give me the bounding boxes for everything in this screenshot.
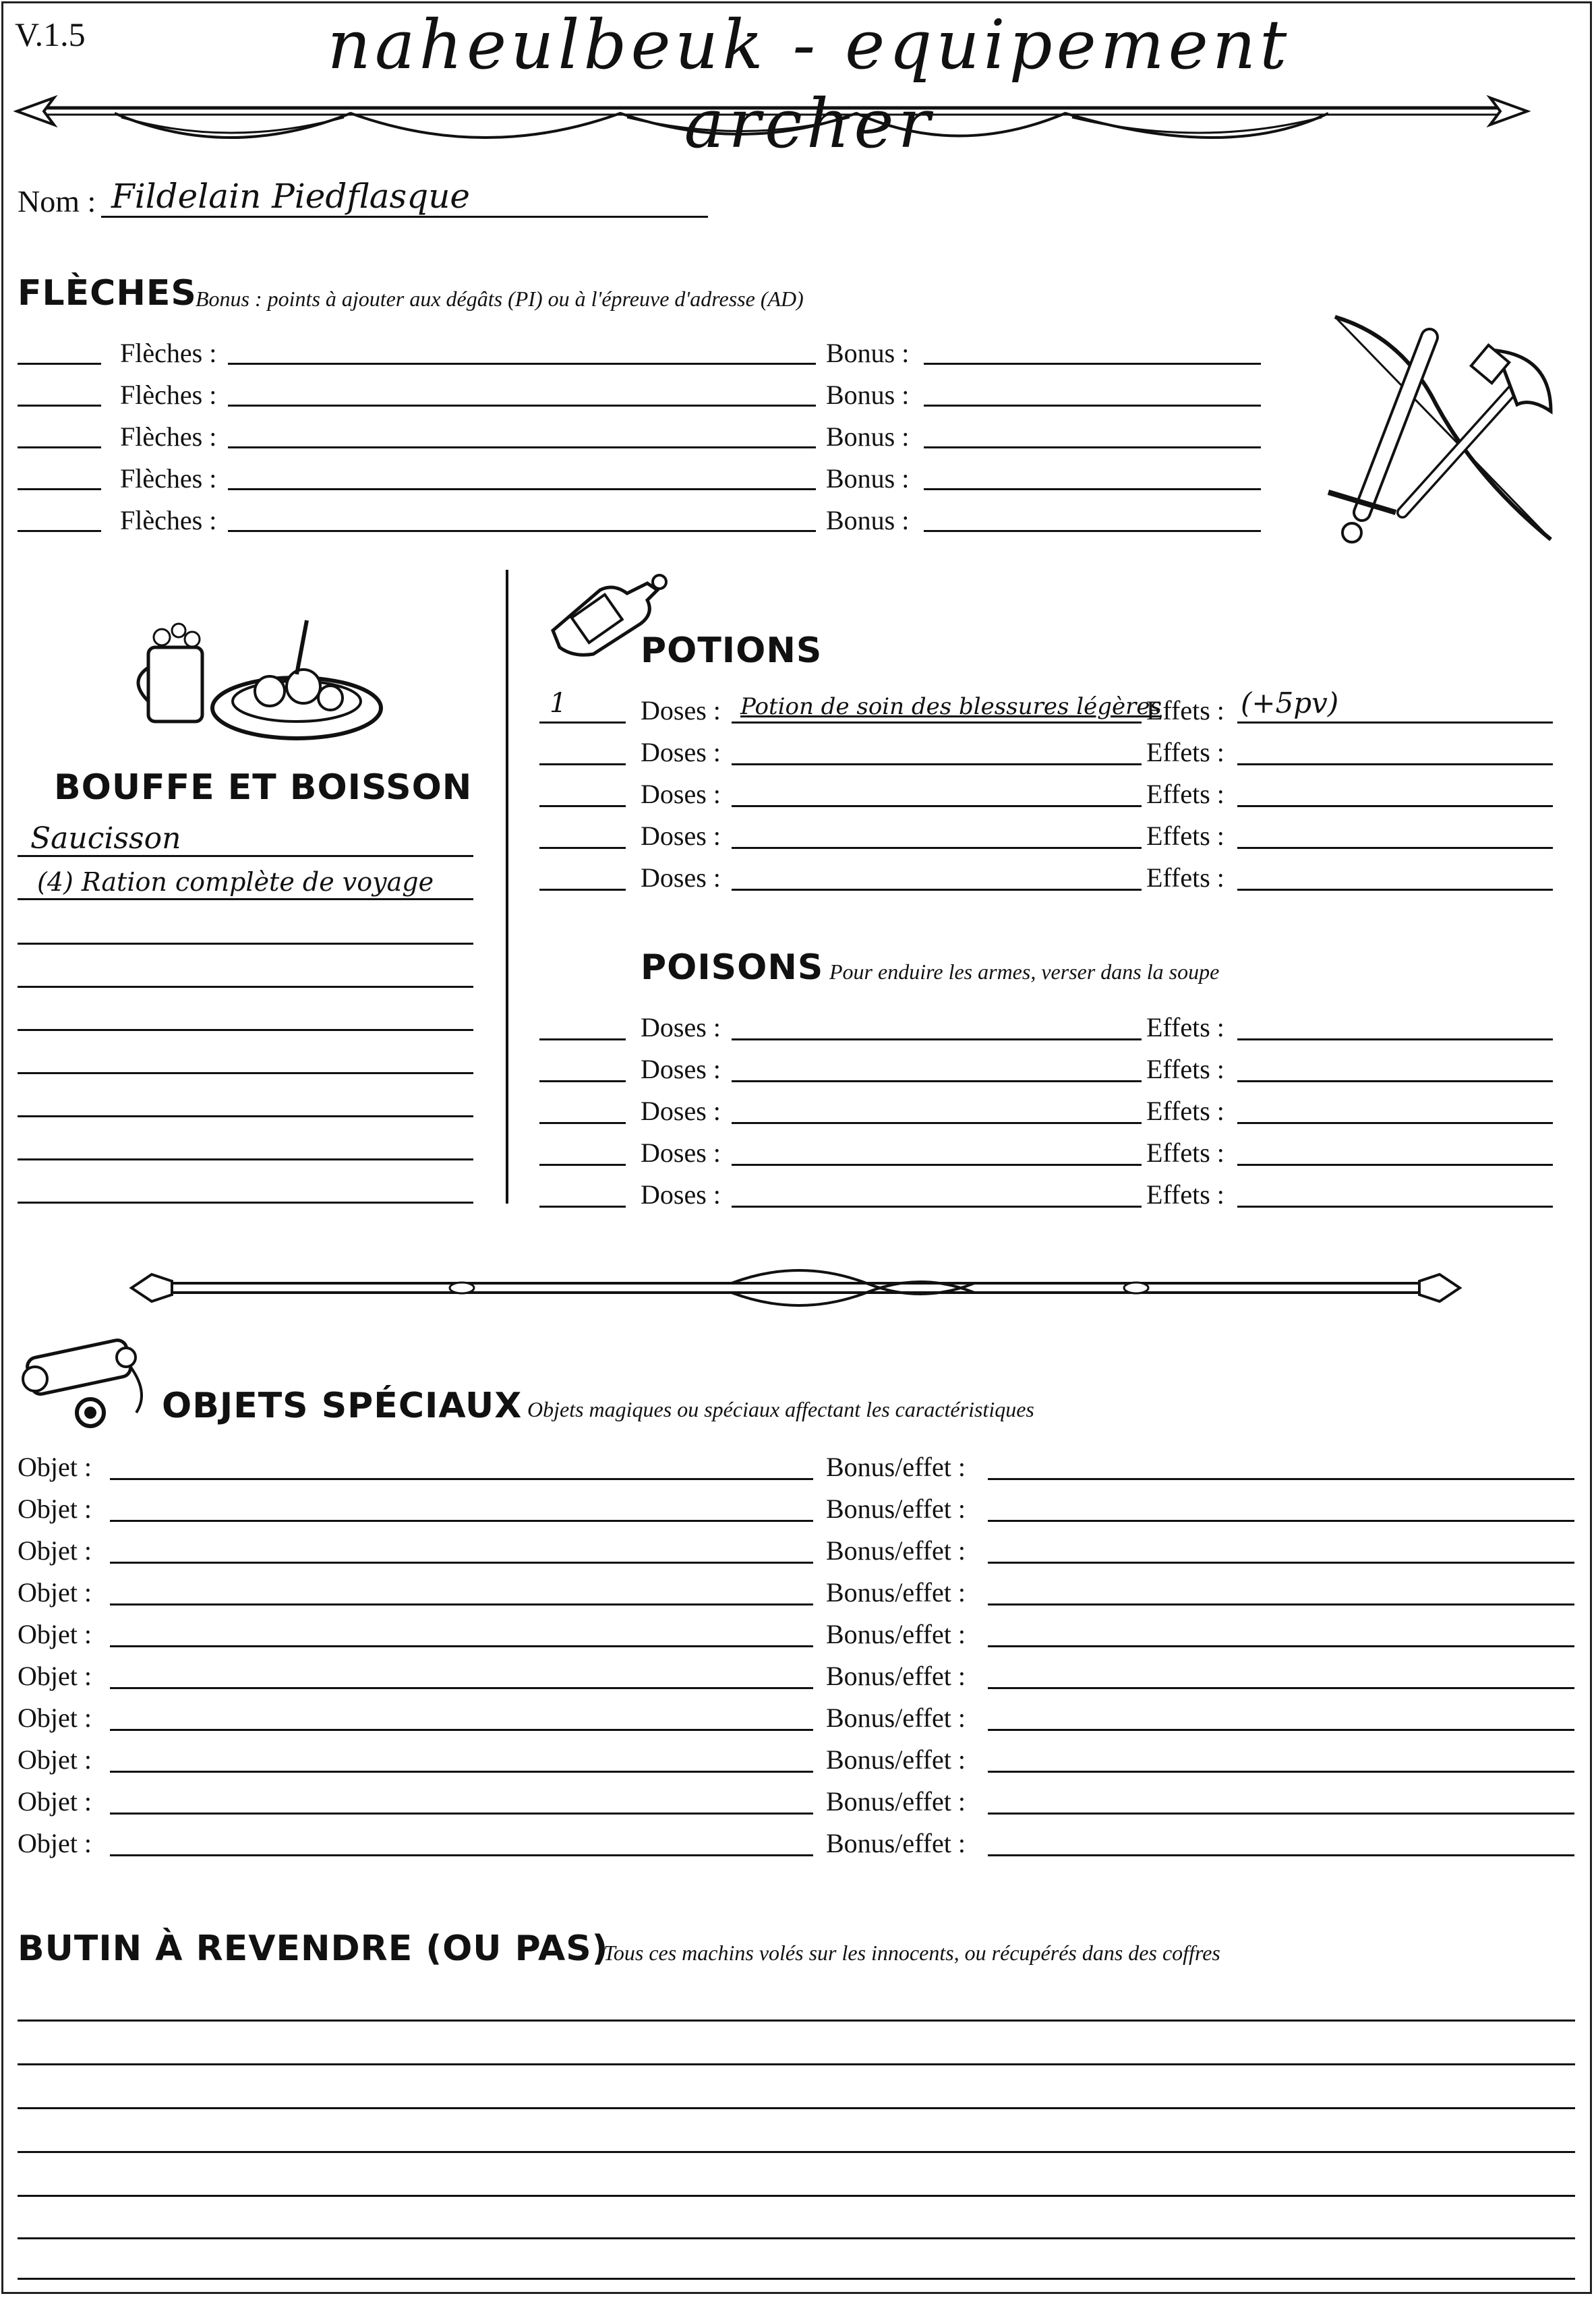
bouffe-line[interactable] bbox=[18, 1072, 473, 1074]
objet-bonus-line[interactable] bbox=[988, 1854, 1574, 1856]
objet-bonus-label: Bonus/effet : bbox=[826, 1744, 966, 1775]
poison-name-line[interactable] bbox=[732, 1038, 1142, 1040]
potion-qty-line[interactable] bbox=[539, 847, 626, 849]
objet-bonus-label: Bonus/effet : bbox=[826, 1786, 966, 1817]
butin-line[interactable] bbox=[18, 2237, 1575, 2239]
potion-effets-label: Effets : bbox=[1146, 695, 1224, 726]
poison-name-line[interactable] bbox=[732, 1206, 1142, 1208]
fleches-qty-line[interactable] bbox=[18, 446, 101, 448]
food-plate-icon bbox=[135, 607, 384, 742]
fleches-bonus-line[interactable] bbox=[924, 446, 1261, 448]
potion-qty[interactable]: 1 bbox=[550, 688, 567, 719]
poison-doses-label: Doses : bbox=[641, 1096, 721, 1126]
page-title: naheulbeuk - equipement archer bbox=[327, 5, 1291, 163]
objet-line[interactable] bbox=[110, 1645, 813, 1647]
scroll-ring-icon bbox=[15, 1338, 156, 1433]
potion-effect-line[interactable] bbox=[1237, 805, 1553, 807]
poison-doses-label: Doses : bbox=[641, 1179, 721, 1210]
fleches-qty-line[interactable] bbox=[18, 405, 101, 407]
nom-label: Nom : bbox=[18, 184, 96, 218]
objet-label: Objet : bbox=[18, 1535, 92, 1566]
potion-effect-line[interactable] bbox=[1237, 889, 1553, 891]
objet-label: Objet : bbox=[18, 1828, 92, 1858]
fleches-bonus-label: Bonus : bbox=[826, 421, 910, 452]
fleches-qty-line[interactable] bbox=[18, 363, 101, 365]
butin-line[interactable] bbox=[18, 2020, 1575, 2022]
arrow-divider-icon bbox=[13, 88, 1531, 148]
poison-effect-line[interactable] bbox=[1237, 1206, 1553, 1208]
bouffe-line[interactable] bbox=[18, 943, 473, 945]
fleches-bonus-line[interactable] bbox=[924, 405, 1261, 407]
potion-effets-label: Effets : bbox=[1146, 821, 1224, 851]
potion-doses-label: Doses : bbox=[641, 737, 721, 767]
objet-line[interactable] bbox=[110, 1562, 813, 1564]
poisons-title: POISONS bbox=[641, 947, 824, 988]
bouffe-line[interactable] bbox=[18, 1202, 473, 1204]
poison-qty-line[interactable] bbox=[539, 1206, 626, 1208]
poison-effect-line[interactable] bbox=[1237, 1122, 1553, 1124]
nom-value[interactable]: Fildelain Piedflasque bbox=[111, 177, 471, 216]
potion-effect-line[interactable] bbox=[1237, 763, 1553, 765]
potion-qty-line[interactable] bbox=[539, 805, 626, 807]
potion-effect-line[interactable] bbox=[1237, 847, 1553, 849]
poison-effets-label: Effets : bbox=[1146, 1054, 1224, 1084]
fleches-label: Flèches : bbox=[120, 463, 217, 494]
objet-bonus-label: Bonus/effet : bbox=[826, 1535, 966, 1566]
bouffe-line[interactable] bbox=[18, 1029, 473, 1031]
potion-doses-label: Doses : bbox=[641, 862, 721, 893]
potion-qty-line[interactable] bbox=[539, 889, 626, 891]
potion-effect[interactable]: (+5pv) bbox=[1241, 686, 1339, 719]
objet-label: Objet : bbox=[18, 1703, 92, 1733]
poison-name-line[interactable] bbox=[732, 1122, 1142, 1124]
objet-line[interactable] bbox=[110, 1478, 813, 1480]
poison-effect-line[interactable] bbox=[1237, 1080, 1553, 1082]
poison-effets-label: Effets : bbox=[1146, 1138, 1224, 1168]
objet-bonus-line[interactable] bbox=[988, 1603, 1574, 1605]
butin-line[interactable] bbox=[18, 2151, 1575, 2153]
objet-line[interactable] bbox=[110, 1687, 813, 1689]
fleches-label: Flèches : bbox=[120, 505, 217, 535]
fleches-label: Flèches : bbox=[120, 380, 217, 410]
bouffe-line[interactable] bbox=[18, 898, 473, 900]
fleches-name-line[interactable] bbox=[228, 363, 816, 365]
objet-bonus-line[interactable] bbox=[988, 1729, 1574, 1731]
potion-name-line[interactable] bbox=[732, 889, 1142, 891]
crossed-weapons-icon bbox=[1322, 310, 1571, 553]
potion-doses-label: Doses : bbox=[641, 695, 721, 726]
objet-label: Objet : bbox=[18, 1786, 92, 1817]
potion-effets-label: Effets : bbox=[1146, 862, 1224, 893]
bouffe-line[interactable] bbox=[18, 855, 473, 857]
objet-bonus-label: Bonus/effet : bbox=[826, 1828, 966, 1858]
fleches-bonus-line[interactable] bbox=[924, 363, 1261, 365]
fleches-name-line[interactable] bbox=[228, 446, 816, 448]
potion-name-line[interactable] bbox=[732, 805, 1142, 807]
fleches-label: Flèches : bbox=[120, 421, 217, 452]
potion-doses-label: Doses : bbox=[641, 821, 721, 851]
fleches-title: FLÈCHES bbox=[18, 273, 197, 314]
fleches-bonus-label: Bonus : bbox=[826, 463, 910, 494]
objet-bonus-line[interactable] bbox=[988, 1562, 1574, 1564]
objet-bonus-line[interactable] bbox=[988, 1813, 1574, 1815]
objet-line[interactable] bbox=[110, 1854, 813, 1856]
poison-qty-line[interactable] bbox=[539, 1080, 626, 1082]
objet-bonus-line[interactable] bbox=[988, 1687, 1574, 1689]
fleches-bonus-label: Bonus : bbox=[826, 380, 910, 410]
potion-doses-label: Doses : bbox=[641, 779, 721, 809]
poisons-subtitle: Pour enduire les armes, verser dans la soupe bbox=[829, 960, 1220, 984]
potion-qty-line[interactable] bbox=[539, 763, 626, 765]
poison-effect-line[interactable] bbox=[1237, 1164, 1553, 1166]
fleches-label: Flèches : bbox=[120, 338, 217, 368]
objet-bonus-label: Bonus/effet : bbox=[826, 1619, 966, 1649]
objets-subtitle: Objets magiques ou spéciaux affectant les caractéristiques bbox=[527, 1397, 1034, 1421]
butin-line[interactable] bbox=[18, 2107, 1575, 2109]
poison-effect-line[interactable] bbox=[1237, 1038, 1553, 1040]
staff-divider-icon bbox=[125, 1258, 1467, 1318]
objet-bonus-line[interactable] bbox=[988, 1520, 1574, 1522]
objet-line[interactable] bbox=[110, 1729, 813, 1731]
potion-effets-label: Effets : bbox=[1146, 737, 1224, 767]
fleches-subtitle: Bonus : points à ajouter aux dégâts (PI) ou à l'épreuve d'adresse (AD) bbox=[196, 287, 804, 311]
poison-doses-label: Doses : bbox=[641, 1054, 721, 1084]
potions-title: POTIONS bbox=[641, 630, 823, 671]
poison-qty-line[interactable] bbox=[539, 1122, 626, 1124]
bouffe-line[interactable] bbox=[18, 1115, 473, 1117]
potion-name-line[interactable] bbox=[732, 721, 1142, 724]
fleches-name-line[interactable] bbox=[228, 530, 816, 532]
poison-doses-label: Doses : bbox=[641, 1012, 721, 1042]
potion-name[interactable]: Potion de soin des blessures légères bbox=[740, 693, 1162, 720]
bouffe-line[interactable] bbox=[18, 1158, 473, 1160]
potion-name-line[interactable] bbox=[732, 847, 1142, 849]
bouffe-line[interactable] bbox=[18, 986, 473, 988]
objet-line[interactable] bbox=[110, 1771, 813, 1773]
objet-line[interactable] bbox=[110, 1520, 813, 1522]
bouffe-item[interactable]: (4) Ration complète de voyage bbox=[37, 867, 434, 897]
poison-qty-line[interactable] bbox=[539, 1038, 626, 1040]
objet-label: Objet : bbox=[18, 1577, 92, 1608]
poison-effets-label: Effets : bbox=[1146, 1012, 1224, 1042]
poison-name-line[interactable] bbox=[732, 1164, 1142, 1166]
version-label: V.1.5 bbox=[15, 16, 86, 53]
column-divider bbox=[506, 570, 508, 1204]
objet-bonus-label: Bonus/effet : bbox=[826, 1703, 966, 1733]
objet-label: Objet : bbox=[18, 1619, 92, 1649]
potion-name-line[interactable] bbox=[732, 763, 1142, 765]
objet-bonus-line[interactable] bbox=[988, 1771, 1574, 1773]
fleches-bonus-label: Bonus : bbox=[826, 505, 910, 535]
fleches-qty-line[interactable] bbox=[18, 530, 101, 532]
poison-effets-label: Effets : bbox=[1146, 1179, 1224, 1210]
potion-effect-line[interactable] bbox=[1237, 721, 1553, 724]
butin-subtitle: Tous ces machins volés sur les innocents, ou récupérés dans des coffres bbox=[603, 1941, 1220, 1965]
objet-bonus-line[interactable] bbox=[988, 1645, 1574, 1647]
fleches-qty-line[interactable] bbox=[18, 488, 101, 490]
butin-line[interactable] bbox=[18, 2278, 1575, 2280]
poison-name-line[interactable] bbox=[732, 1080, 1142, 1082]
poison-doses-label: Doses : bbox=[641, 1138, 721, 1168]
objet-line[interactable] bbox=[110, 1603, 813, 1605]
poison-effets-label: Effets : bbox=[1146, 1096, 1224, 1126]
objet-bonus-label: Bonus/effet : bbox=[826, 1661, 966, 1691]
fleches-name-line[interactable] bbox=[228, 405, 816, 407]
potion-qty-line[interactable] bbox=[539, 721, 626, 724]
bouffe-item[interactable]: Saucisson bbox=[30, 821, 181, 856]
nom-line bbox=[101, 216, 708, 218]
objet-bonus-label: Bonus/effet : bbox=[826, 1452, 966, 1482]
fleches-bonus-label: Bonus : bbox=[826, 338, 910, 368]
objet-line[interactable] bbox=[110, 1813, 813, 1815]
objet-label: Objet : bbox=[18, 1452, 92, 1482]
butin-line[interactable] bbox=[18, 2063, 1575, 2065]
objet-label: Objet : bbox=[18, 1744, 92, 1775]
butin-line[interactable] bbox=[18, 2195, 1575, 2197]
fleches-bonus-line[interactable] bbox=[924, 488, 1261, 490]
butin-title: BUTIN À REVENDRE (OU PAS) bbox=[18, 1928, 609, 1969]
objet-bonus-line[interactable] bbox=[988, 1478, 1574, 1480]
fleches-bonus-line[interactable] bbox=[924, 530, 1261, 532]
objet-label: Objet : bbox=[18, 1661, 92, 1691]
fleches-name-line[interactable] bbox=[228, 488, 816, 490]
objet-bonus-label: Bonus/effet : bbox=[826, 1494, 966, 1524]
potion-effets-label: Effets : bbox=[1146, 779, 1224, 809]
poison-qty-line[interactable] bbox=[539, 1164, 626, 1166]
bouffe-title: BOUFFE ET BOISSON bbox=[54, 767, 473, 808]
objet-bonus-label: Bonus/effet : bbox=[826, 1577, 966, 1608]
objets-title: OBJETS SPÉCIAUX bbox=[162, 1386, 523, 1426]
objet-label: Objet : bbox=[18, 1494, 92, 1524]
